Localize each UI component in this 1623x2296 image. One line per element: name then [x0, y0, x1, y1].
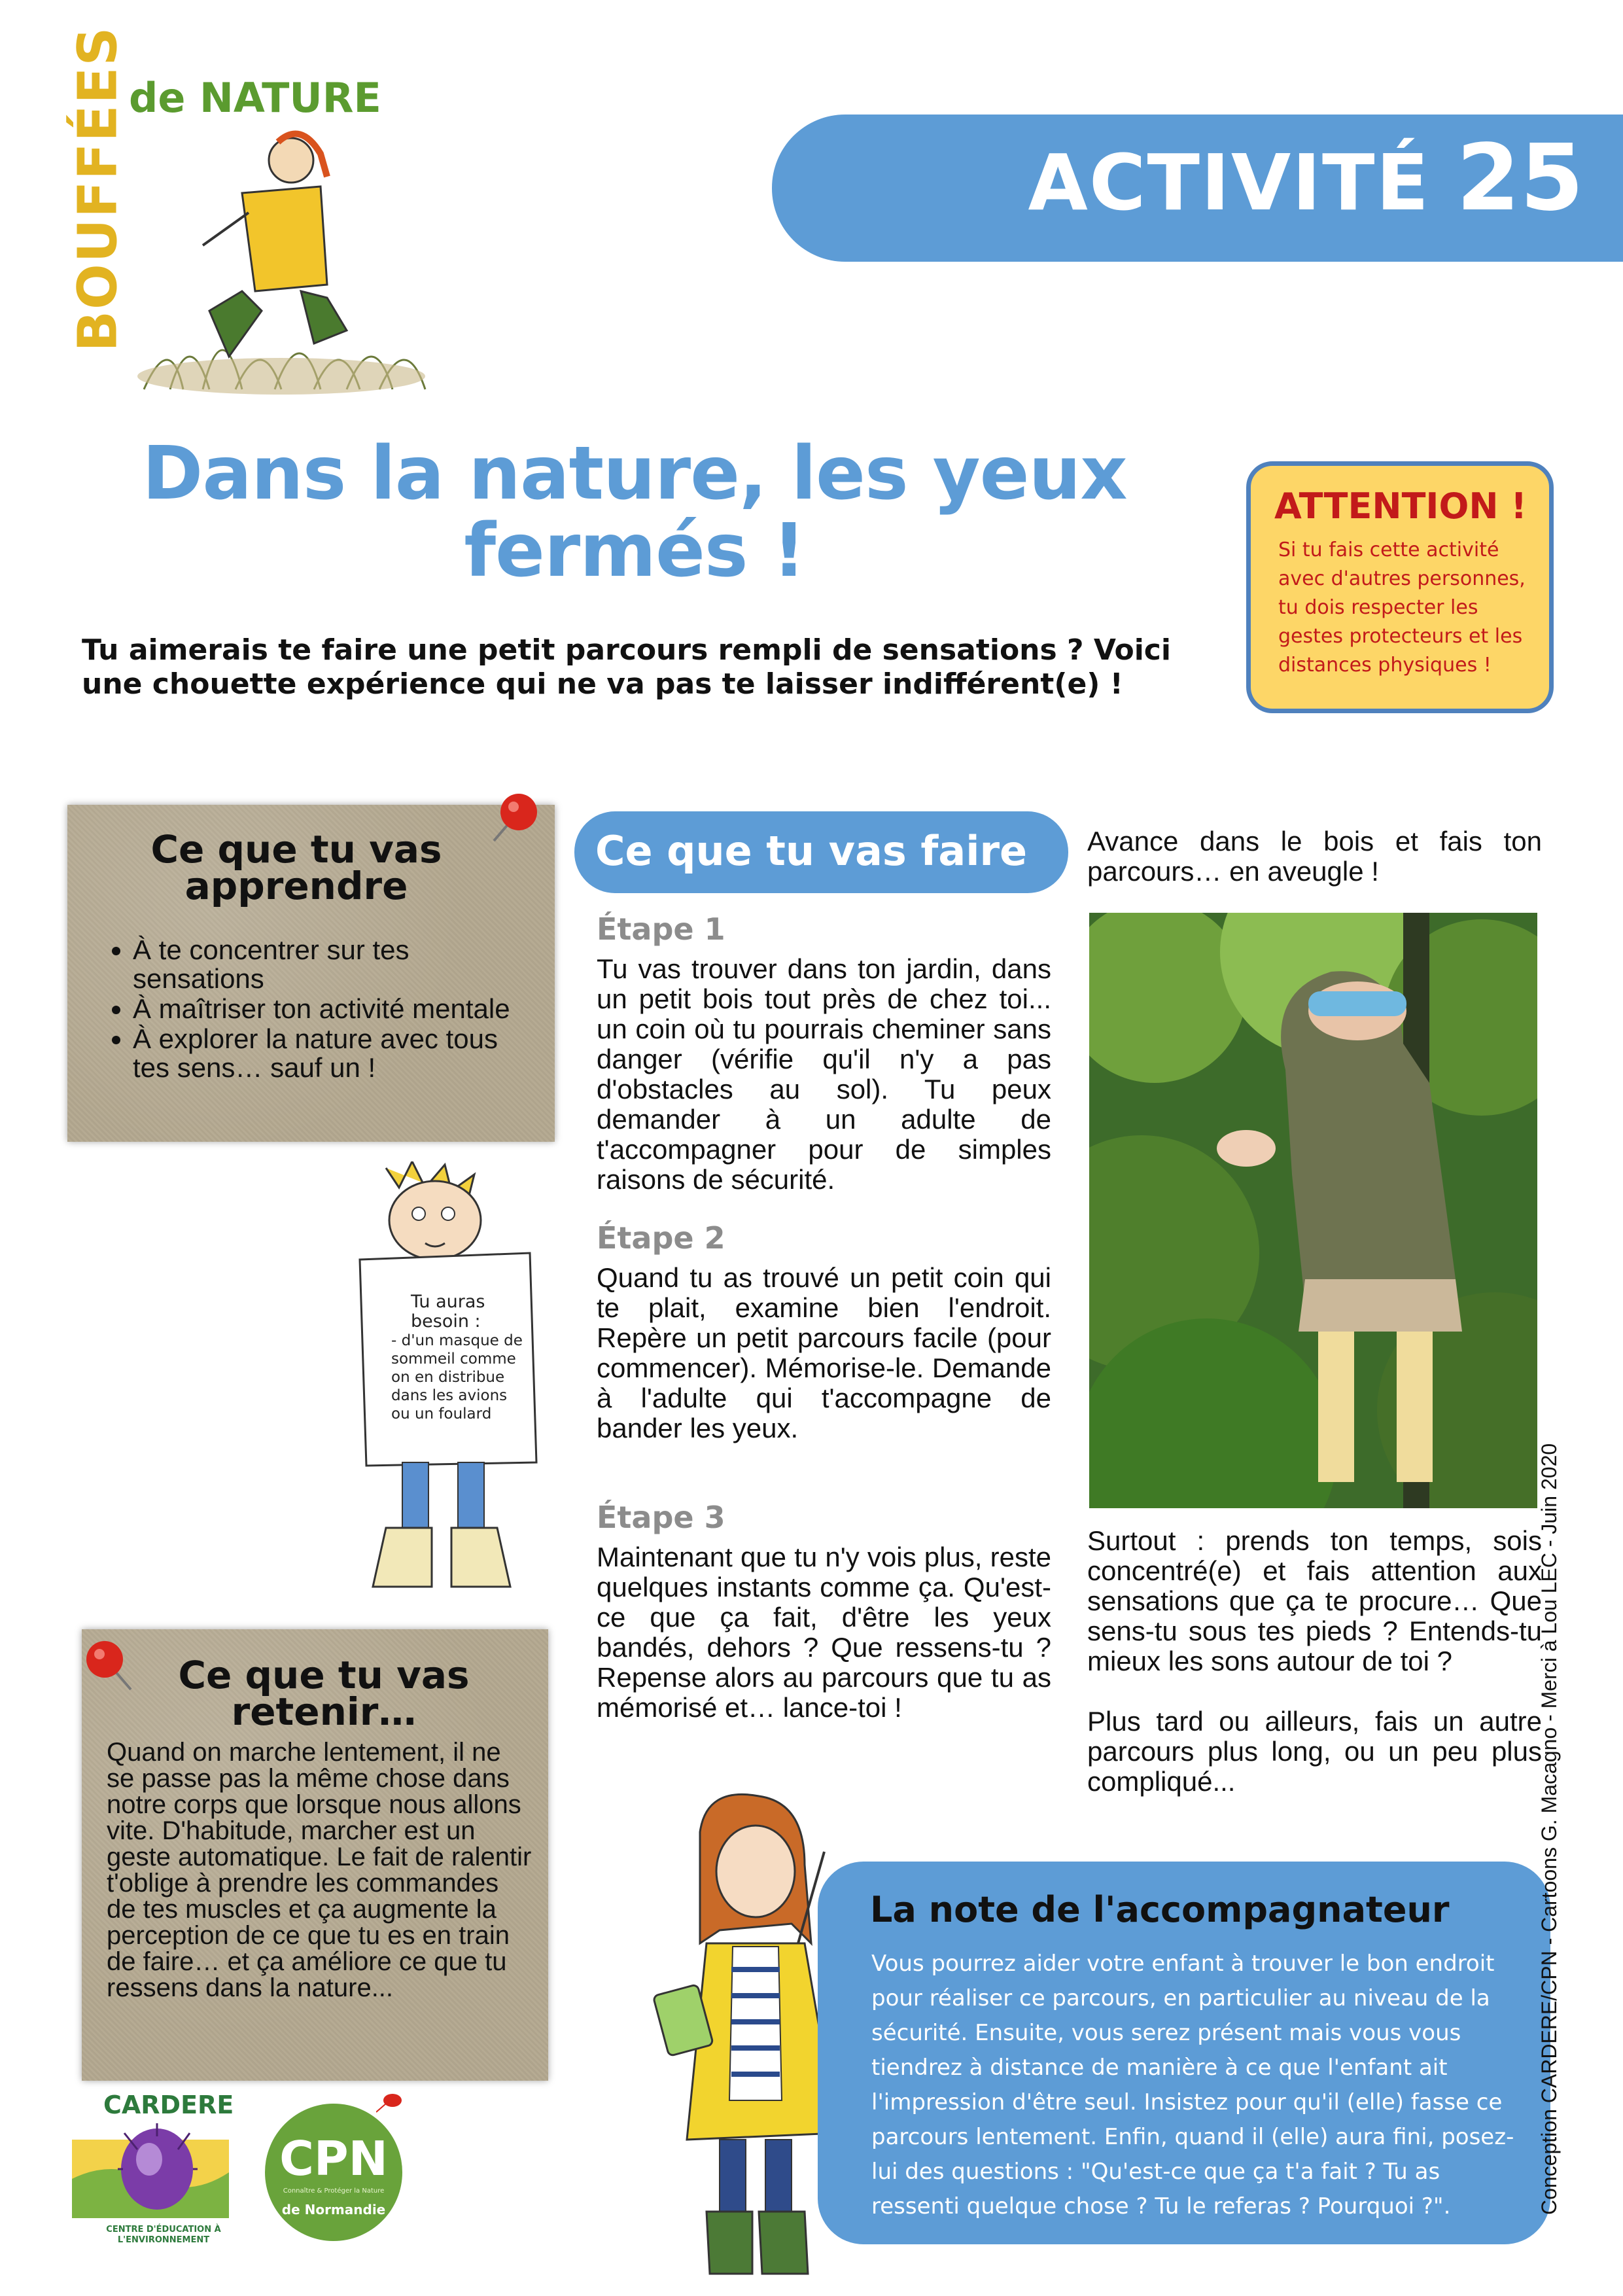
- activity-label: ACTIVITÉ: [1028, 137, 1431, 228]
- walking-girl-illustration: [131, 115, 445, 396]
- logo-word-vertical: BOUFFÉES: [67, 26, 130, 352]
- activity-number: 25: [1456, 125, 1584, 232]
- attention-text: Si tu fais cette activité avec d'autres personnes, tu dois respecter les gestes protecteurs et les distances physiques !: [1278, 539, 1526, 677]
- note-text: Vous pourrez aider votre enfant à trouver le bon endroit pour réaliser ce parcours, en particulier au niveau de la sécurité. Ensuite, vous serez présent mais vous vous tiendrez à distance de manière à ce que l'enfant ait l'impression d'être seul. Insistez pour qu'il (elle) fasse ce parcours lentement. Enfin, quand il (elle) aura fini, posez-lui des questions : "Qu'est-ce que ça t'a fait ? Tu as ressenti quelque chose ? Tu le referas ? Pourquoi ?".: [871, 1951, 1514, 2219]
- right-bottom-text-1: Surtout : prends ton temps, sois concentré(e) et fais attention aux sensations que ça te procure… Que sens-tu sous tes pieds ? Entends-tu mieux les sons autour de toi ?: [1087, 1525, 1542, 1676]
- retain-heading: Ce que tu vas retenir…: [178, 1653, 470, 1734]
- step-3-text: Maintenant que tu n'y vois plus, reste quelques instants comme ça. Qu'est-ce que ça fait, d'être les yeux bandés, dehors ? Que ressens-tu ? Repense alors au parcours que tu as mémorisé et… lance-toi !: [597, 1542, 1051, 1723]
- step-2-title: Étape 2: [597, 1220, 725, 1256]
- intro-text: Tu aimerais te faire une petit parcours rempli de sensations ? Voici une chouette expérience qui ne va pas te laisser indifférent(e) !: [82, 633, 1171, 701]
- credit-text: Conception CARDERE/CPN - Cartoons G. Macagno - Merci à Lou LEC - Juin 2020: [1537, 1443, 1561, 2215]
- page-title: Dans la nature, les yeux fermés !: [142, 431, 1127, 593]
- list-item: • À te concentrer sur tes sensations: [133, 936, 525, 993]
- note-heading: La note de l'accompagnateur: [870, 1889, 1450, 1930]
- sign-text: Tu auras besoin : - d'un masque de sommeil comme on en distribue dans les avions ou un foulard: [391, 1292, 523, 1422]
- attention-box: [1246, 461, 1554, 713]
- list-item: • À explorer la nature avec tous tes sens… sauf un !: [133, 1025, 525, 1082]
- list-item: • À maîtriser ton activité mentale: [133, 995, 525, 1023]
- cpn-logo: CPN Connaître & Protéger la Nature de Normandie: [265, 2104, 409, 2248]
- ladybug-icon: [376, 2087, 409, 2113]
- logo-word-horizontal: de NATURE: [129, 74, 381, 122]
- step-1-text: Tu vas trouver dans ton jardin, dans un petit bois tout près de chez toi... un coin où tu pourrais cheminer sans danger (vérifie qu'il n'y a pas d'obstacles au sol). Tu peux demander à un adulte de t'accompagner pour de simples raisons de sécurité.: [597, 953, 1051, 1195]
- learn-note: [67, 805, 555, 1142]
- todo-heading: Ce que tu vas faire: [595, 827, 1028, 875]
- pushpin-icon: [487, 788, 546, 847]
- activity-banner: [772, 115, 1623, 262]
- adult-note-box: [818, 1862, 1550, 2244]
- learn-heading: Ce que tu vas apprendre: [150, 827, 442, 908]
- bouffees-de-nature-logo: [67, 26, 448, 396]
- todo-heading-tab: [574, 811, 1068, 893]
- pushpin-icon: [79, 1636, 137, 1695]
- step-2-text: Quand tu as trouvé un petit coin qui te plait, examine bien l'endroit. Repère un petit parcours facile (pour commencer). Mémorise-le. Demande à l'adulte qui t'accompagne de bander les yeux.: [597, 1262, 1051, 1443]
- step-3-title: Étape 3: [597, 1500, 725, 1535]
- retain-note: [82, 1629, 548, 2081]
- thistle-icon: [72, 2120, 236, 2225]
- attention-heading: ATTENTION !: [1274, 486, 1527, 527]
- retain-text: Quand on marche lentement, il ne se passe pas la même chose dans notre corps que lorsque nous allons vite. D'habitude, marcher est un geste automatique. Le fait de ralentir t'oblige à prendre les commandes de tes muscles et ça augmente la perception de ce que tu es en train de faire… et ça améliore ce que tu ressens dans la nature...: [107, 1738, 532, 2002]
- cardere-logo: CARDERE CENTRE D'ÉDUCATION À L'ENVIRONNEMENT: [72, 2091, 236, 2254]
- learn-list: [133, 936, 525, 1084]
- step-1-title: Étape 1: [597, 911, 725, 947]
- right-bottom-text-2: Plus tard ou ailleurs, fais un autre parcours plus long, ou un peu plus compliqué...: [1087, 1706, 1542, 1797]
- right-top-text: Avance dans le bois et fais ton parcours… en aveugle !: [1087, 826, 1542, 887]
- blindfolded-girl-photo: [1089, 913, 1537, 1508]
